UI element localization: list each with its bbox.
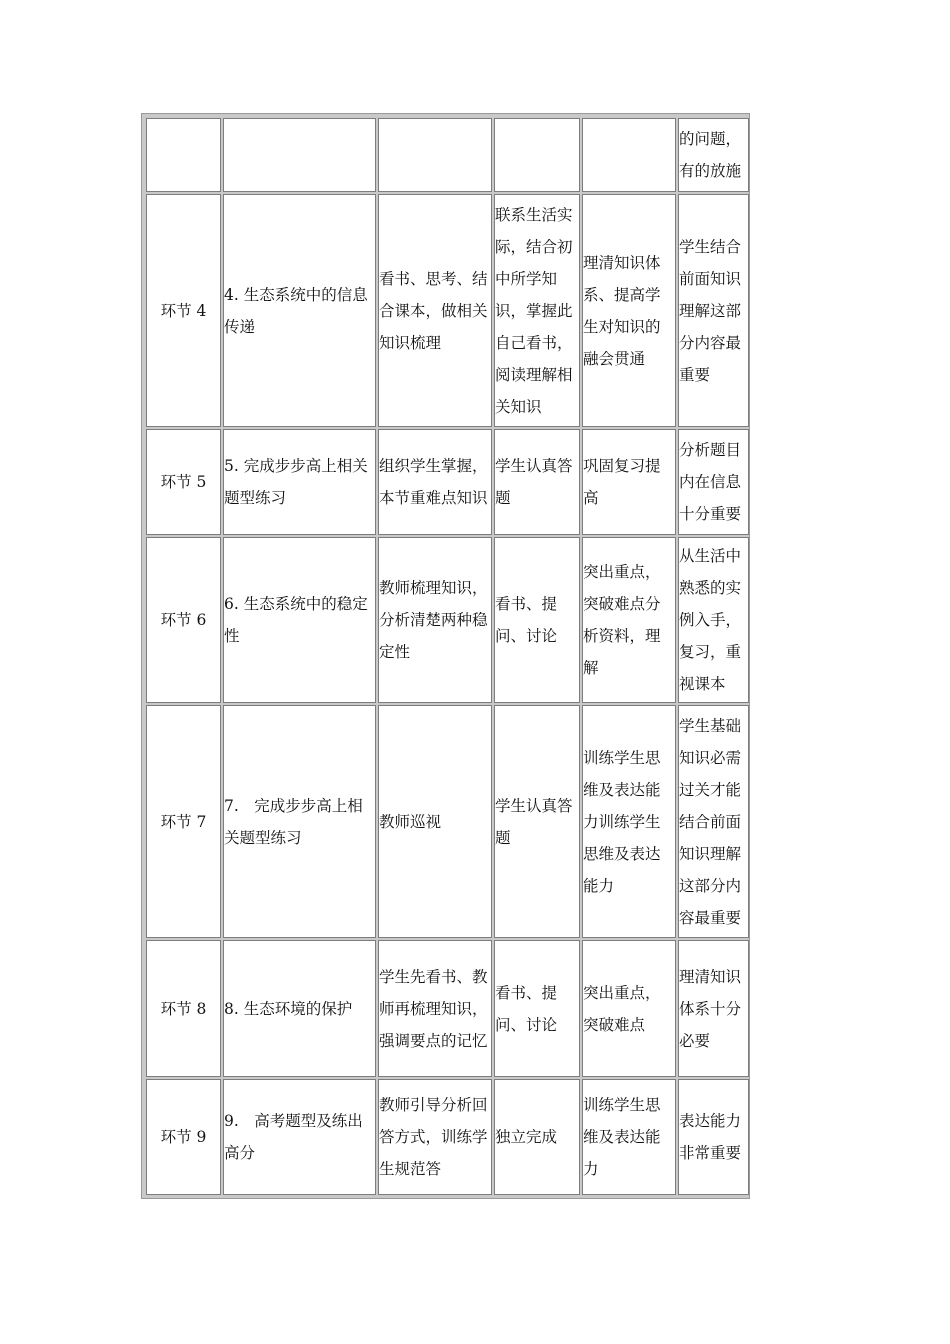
table-row — [146, 194, 749, 427]
note-cell — [678, 429, 749, 535]
teacher-activity-text: 学生先看书、教师再梳理知识，强调要点的记忆 — [379, 967, 488, 1050]
teacher-activity-cell — [378, 537, 492, 703]
content-cell — [223, 1079, 376, 1195]
stage-text: 环节 7 — [160, 812, 207, 831]
student-activity-cell — [494, 429, 580, 535]
student-activity-cell — [494, 940, 580, 1077]
design-intent-cell — [582, 194, 676, 427]
student-activity-cell — [494, 118, 580, 192]
lesson-plan-table — [144, 116, 751, 1197]
content-cell — [223, 194, 376, 427]
stage-text: 环节 4 — [160, 301, 207, 320]
lesson-plan-table-frame — [141, 113, 750, 1199]
note-cell — [678, 705, 749, 938]
student-activity-cell — [494, 194, 580, 427]
design-intent-cell — [582, 940, 676, 1077]
stage-text: 环节 6 — [160, 611, 207, 629]
note-text: 分析题目内在信息十分重要 — [679, 441, 742, 523]
note-cell — [678, 537, 749, 703]
note-text: 理清知识体系十分必要 — [679, 967, 742, 1050]
table-row — [146, 429, 749, 535]
design-intent-cell — [582, 537, 676, 703]
student-activity-cell — [494, 705, 580, 938]
table-row — [146, 705, 749, 938]
note-text: 学生结合前面知识理解这部分内容最重要 — [679, 237, 742, 384]
content-cell — [223, 118, 376, 192]
note-text: 的问题，有的放施 — [679, 130, 742, 180]
content-cell — [223, 537, 376, 703]
content-text: 4. 生态系统中的信息传递 — [224, 285, 368, 336]
stage-text: 环节 9 — [160, 1128, 207, 1146]
stage-cell — [146, 1079, 221, 1195]
table-row — [146, 537, 749, 703]
teacher-activity-cell — [378, 1079, 492, 1195]
student-activity-cell — [494, 537, 580, 703]
content-cell — [223, 429, 376, 535]
content-text: 5. 完成步步高上相关题型练习 — [224, 457, 368, 507]
teacher-activity-text: 组织学生掌握，本节重难点知识 — [379, 457, 488, 507]
note-cell — [678, 1079, 749, 1195]
stage-text: 环节 8 — [160, 999, 207, 1018]
student-activity-text: 看书、提问、讨论 — [495, 595, 558, 645]
teacher-activity-text: 教师引导分析回答方式，训练学生规范答 — [379, 1096, 488, 1178]
student-activity-cell — [494, 1079, 580, 1195]
stage-cell — [146, 537, 221, 703]
content-cell — [223, 940, 376, 1077]
teacher-activity-cell — [378, 705, 492, 938]
table-row — [146, 1079, 749, 1195]
stage-cell — [146, 429, 221, 535]
design-intent-text: 理清知识体系、提高学生对知识的融会贯通 — [583, 253, 661, 368]
stage-cell — [146, 118, 221, 192]
content-text: 7. 完成步步高上相关题型练习 — [224, 796, 363, 847]
teacher-activity-text: 教师巡视 — [379, 812, 442, 831]
note-text: 学生基础知识必需过关才能结合前面知识理解这部分内容最重要 — [679, 716, 742, 927]
design-intent-cell — [582, 429, 676, 535]
teacher-activity-cell — [378, 118, 492, 192]
design-intent-cell — [582, 705, 676, 938]
design-intent-text: 突出重点，突破难点分析资料，理解 — [583, 563, 661, 677]
stage-cell — [146, 705, 221, 938]
content-text: 8. 生态环境的保护 — [224, 999, 353, 1018]
note-cell — [678, 118, 749, 192]
note-cell — [678, 194, 749, 427]
student-activity-text: 学生认真答题 — [495, 796, 573, 847]
teacher-activity-cell — [378, 940, 492, 1077]
design-intent-text: 突出重点，突破难点 — [583, 983, 661, 1034]
note-cell — [678, 940, 749, 1077]
teacher-activity-text: 看书、思考、结合课本，做相关知识梳理 — [379, 269, 488, 352]
stage-cell — [146, 194, 221, 427]
student-activity-text: 联系生活实际，结合初中所学知识，掌握此自己看书，阅读理解相关知识 — [495, 205, 573, 416]
design-intent-cell — [582, 1079, 676, 1195]
content-text: 6. 生态系统中的稳定性 — [224, 595, 368, 645]
student-activity-text: 看书、提问、讨论 — [495, 983, 558, 1034]
stage-text: 环节 5 — [160, 473, 207, 491]
design-intent-cell — [582, 118, 676, 192]
design-intent-text: 训练学生思维及表达能力 — [583, 1096, 661, 1178]
design-intent-text: 巩固复习提高 — [583, 457, 661, 507]
teacher-activity-cell — [378, 194, 492, 427]
table-row — [146, 118, 749, 192]
teacher-activity-text: 教师梳理知识，分析清楚两种稳定性 — [379, 579, 488, 661]
student-activity-text: 学生认真答题 — [495, 457, 573, 507]
note-text: 表达能力非常重要 — [679, 1112, 742, 1162]
content-text: 9. 高考题型及练出高分 — [224, 1112, 363, 1162]
teacher-activity-cell — [378, 429, 492, 535]
content-cell — [223, 705, 376, 938]
table-row — [146, 940, 749, 1077]
design-intent-text: 训练学生思维及表达能力训练学生思维及表达能力 — [583, 748, 661, 895]
student-activity-text: 独立完成 — [495, 1128, 558, 1146]
stage-cell — [146, 940, 221, 1077]
note-text: 从生活中熟悉的实例入手，复习，重视课本 — [679, 547, 742, 693]
